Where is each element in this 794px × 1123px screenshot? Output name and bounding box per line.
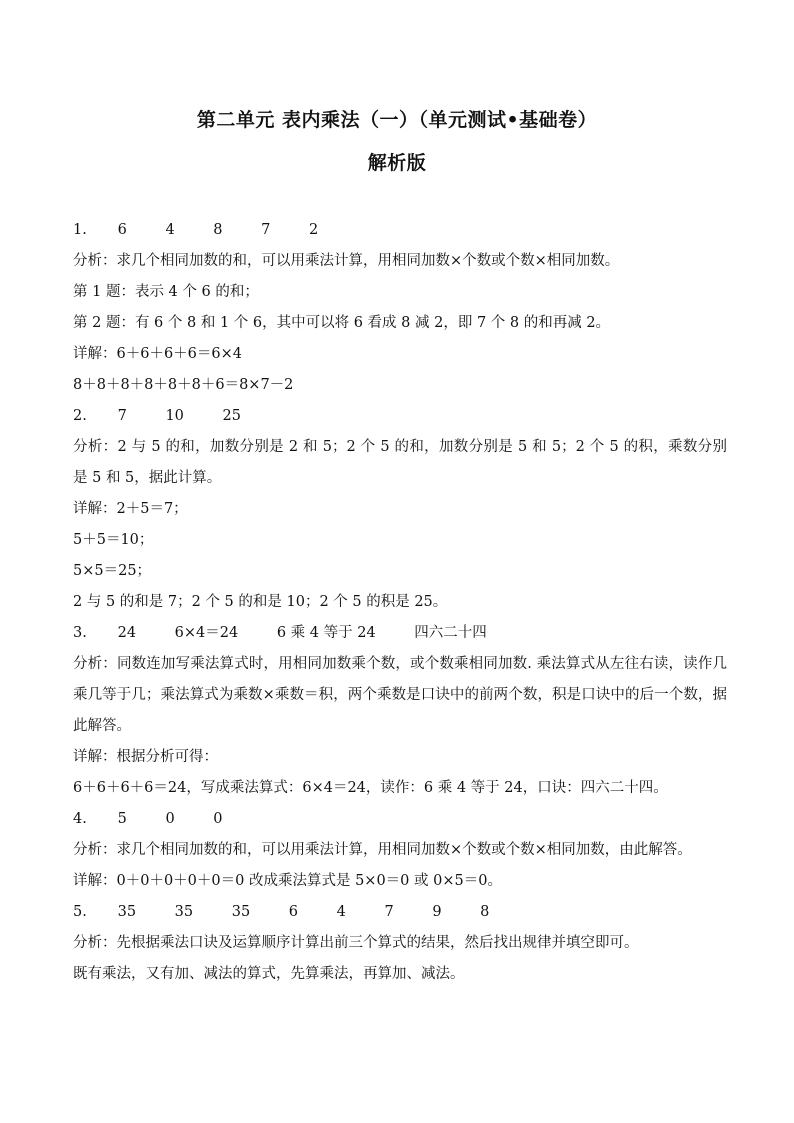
answer-body bbox=[73, 215, 727, 990]
q4-analysis: 分析：求几个相同加数的和，可以用乘法计算，用相同加数×个数或个数×相同加数，由此解答。 bbox=[73, 842, 692, 858]
q2-line: 2 与 5 的和是 7；2 个 5 的和是 10；2 个 5 的积是 25。 bbox=[73, 594, 448, 610]
q2-line: 5＋5＝10； bbox=[73, 532, 154, 548]
page-title: 第二单元 表内乘法（一）（单元测试•基础卷） bbox=[196, 109, 598, 131]
q2-number: 2. bbox=[73, 408, 87, 424]
q1-answer: 6 bbox=[117, 222, 127, 238]
q3-line: 6＋6＋6＋6＝24，写成乘法算式：6×4＝24，读作：6 乘 4 等于 24，口诀：四六二十四。 bbox=[73, 780, 668, 796]
q1-number: 1. bbox=[73, 222, 87, 238]
q1-answer-line bbox=[73, 215, 727, 246]
q5-answer: 6 bbox=[288, 904, 299, 920]
q3-analysis: 分析：同数连加写乘法算式时，用相同加数乘个数，或个数乘相同加数. 乘法算式从左往右读，读作几乘几等于几；乘法算式为乘数×乘数＝积，两个乘数是口诀中的前两个数，积是口诀中的后一个数，据此解答。 bbox=[73, 656, 727, 734]
q1-line: 第 2 题：有 6 个 8 和 1 个 6，其中可以将 6 看成 8 减 2，即 7 个 8 的和再减 2。 bbox=[73, 315, 611, 331]
q2-answer: 7 bbox=[117, 408, 127, 424]
q2-answer-line bbox=[73, 401, 727, 432]
q3-answer: 24 bbox=[117, 625, 137, 641]
page-subtitle: 解析版 bbox=[367, 152, 427, 174]
q3-line: 详解：根据分析可得： bbox=[73, 749, 218, 765]
q2-analysis: 分析：2 与 5 的和，加数分别是 2 和 5；2 个 5 的和，加数分别是 5 和 5；2 个 5 的积，乘数分别是 5 和 5，据此计算。 bbox=[73, 439, 727, 486]
q3-answer: 6 乘 4 等于 24 bbox=[276, 625, 376, 641]
q1-line: 详解：6＋6＋6＋6＝6×4 bbox=[73, 346, 243, 362]
q3-number: 3. bbox=[73, 625, 87, 641]
q1-answer: 4 bbox=[165, 222, 175, 238]
q5-answer: 4 bbox=[336, 904, 346, 920]
q2-answer: 10 bbox=[165, 408, 184, 424]
q5-answer: 35 bbox=[117, 904, 137, 920]
q4-line: 详解：0＋0＋0＋0＋0＝0 改成乘法算式是 5×0＝0 或 0×5＝0。 bbox=[73, 873, 502, 889]
q5-answer: 35 bbox=[174, 904, 194, 920]
q1-answer: 8 bbox=[213, 222, 223, 238]
q5-answer: 7 bbox=[384, 904, 394, 920]
q4-answer: 5 bbox=[117, 811, 127, 827]
q5-answer: 8 bbox=[480, 904, 490, 920]
q1-answer: 7 bbox=[261, 222, 271, 238]
q4-number: 4. bbox=[73, 811, 87, 827]
q5-number: 5. bbox=[73, 904, 87, 920]
q2-line: 详解：2＋5＝7； bbox=[73, 501, 188, 517]
q2-line: 5×5＝25； bbox=[73, 563, 152, 579]
q1-line: 8＋8＋8＋8＋8＋8＋6＝8×7－2 bbox=[73, 377, 294, 393]
q5-answer: 35 bbox=[231, 904, 251, 920]
q3-answer: 6×4＝24 bbox=[174, 625, 239, 641]
q1-answer: 2 bbox=[308, 222, 319, 238]
q2-answer: 25 bbox=[222, 408, 241, 424]
q5-answer: 9 bbox=[432, 904, 442, 920]
q3-answer-line bbox=[73, 618, 727, 649]
q4-answer-line bbox=[73, 804, 727, 835]
q5-answer-line bbox=[73, 897, 727, 928]
q5-line: 既有乘法，又有加、减法的算式，先算乘法，再算加、减法。 bbox=[73, 966, 465, 982]
q4-answer: 0 bbox=[165, 811, 175, 827]
q1-line: 第 1 题：表示 4 个 6 的和； bbox=[73, 284, 259, 300]
q4-answer: 0 bbox=[213, 811, 223, 827]
q3-answer: 四六二十四 bbox=[414, 625, 487, 641]
q5-analysis: 分析：先根据乘法口诀及运算顺序计算出前三个算式的结果，然后找出规律并填空即可。 bbox=[73, 935, 639, 951]
q1-analysis: 分析：求几个相同加数的和，可以用乘法计算，用相同加数×个数或个数×相同加数。 bbox=[73, 253, 620, 269]
